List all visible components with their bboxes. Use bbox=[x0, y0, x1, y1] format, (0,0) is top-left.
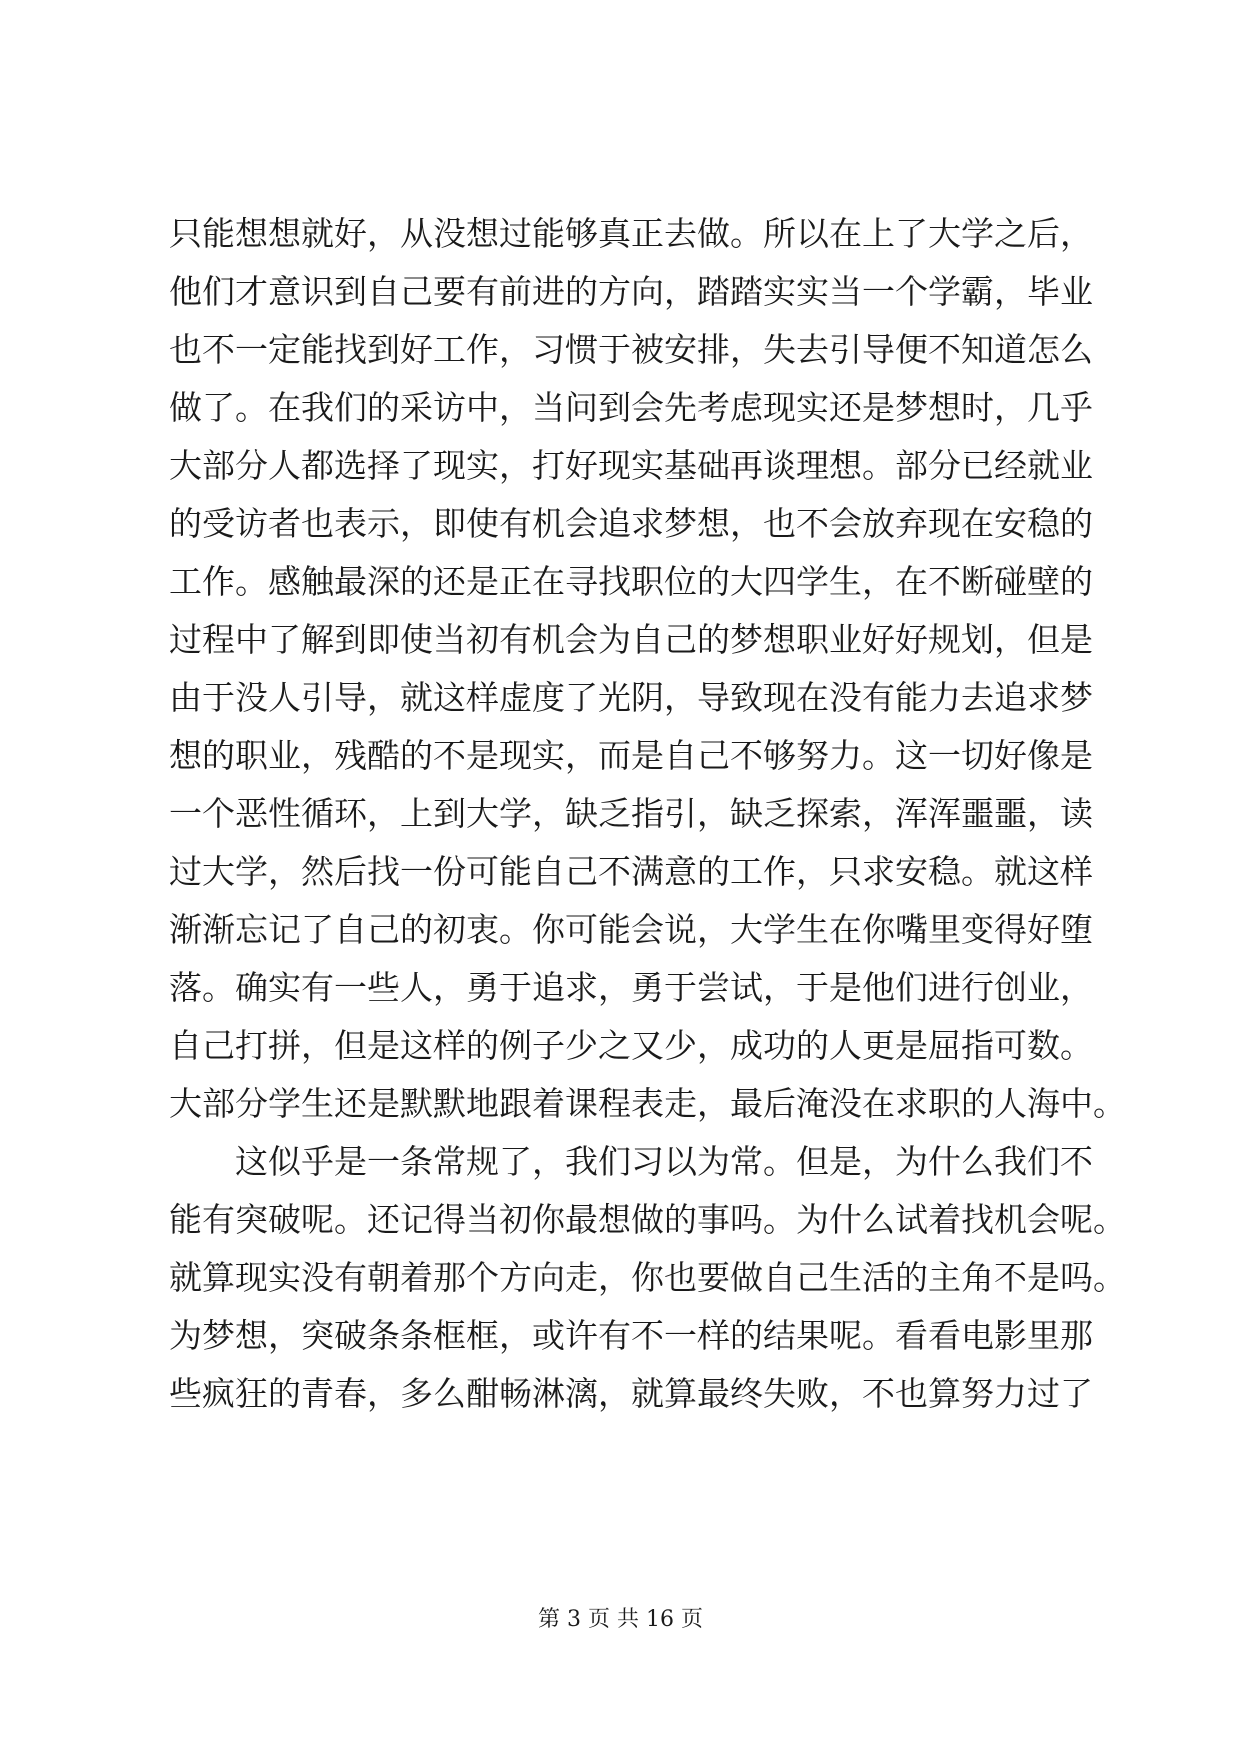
text-line: 落。确实有一些人，勇于追求，勇于尝试，于是他们进行创业， bbox=[169, 968, 1093, 1007]
text-line: 过程中了解到即使当初有机会为自己的梦想职业好好规划，但是 bbox=[169, 620, 1093, 659]
text-line: 为梦想，突破条条框框，或许有不一样的结果呢。看看电影里那 bbox=[169, 1316, 1093, 1355]
text-line: 些疯狂的青春，多么酣畅淋漓，就算最终失败，不也算努力过了 bbox=[169, 1374, 1093, 1413]
text-line: 渐渐忘记了自己的初衷。你可能会说，大学生在你嘴里变得好堕 bbox=[169, 910, 1093, 949]
text-line: 就算现实没有朝着那个方向走，你也要做自己生活的主角不是吗。 bbox=[169, 1258, 1126, 1297]
text-line: 能有突破呢。还记得当初你最想做的事吗。为什么试着找机会呢。 bbox=[169, 1200, 1126, 1239]
text-line: 工作。感触最深的还是正在寻找职位的大四学生，在不断碰壁的 bbox=[169, 562, 1093, 601]
text-line: 的受访者也表示，即使有机会追求梦想，也不会放弃现在安稳的 bbox=[169, 504, 1093, 543]
text-line: 想的职业，残酷的不是现实，而是自己不够努力。这一切好像是 bbox=[169, 736, 1093, 775]
text-line: 大部分学生还是默默地跟着课程表走，最后淹没在求职的人海中。 bbox=[169, 1084, 1126, 1123]
text-line: 只能想想就好，从没想过能够真正去做。所以在上了大学之后， bbox=[169, 214, 1093, 253]
text-line: 做了。在我们的采访中，当问到会先考虑现实还是梦想时，几乎 bbox=[169, 388, 1093, 427]
text-line: 一个恶性循环，上到大学，缺乏指引，缺乏探索，浑浑噩噩，读 bbox=[169, 794, 1093, 833]
text-line: 这似乎是一条常规了，我们习以为常。但是，为什么我们不 bbox=[235, 1142, 1093, 1181]
text-line: 大部分人都选择了现实，打好现实基础再谈理想。部分已经就业 bbox=[169, 446, 1093, 485]
text-line: 自己打拼，但是这样的例子少之又少，成功的人更是屈指可数。 bbox=[169, 1026, 1093, 1065]
text-line: 他们才意识到自己要有前进的方向，踏踏实实当一个学霸，毕业 bbox=[169, 272, 1093, 311]
page-number: 第 3 页 共 16 页 bbox=[538, 1607, 703, 1632]
text-line: 过大学，然后找一份可能自己不满意的工作，只求安稳。就这样 bbox=[169, 852, 1093, 891]
text-line: 也不一定能找到好工作，习惯于被安排，失去引导便不知道怎么 bbox=[169, 330, 1093, 369]
text-line: 由于没人引导，就这样虚度了光阴，导致现在没有能力去追求梦 bbox=[169, 678, 1093, 717]
